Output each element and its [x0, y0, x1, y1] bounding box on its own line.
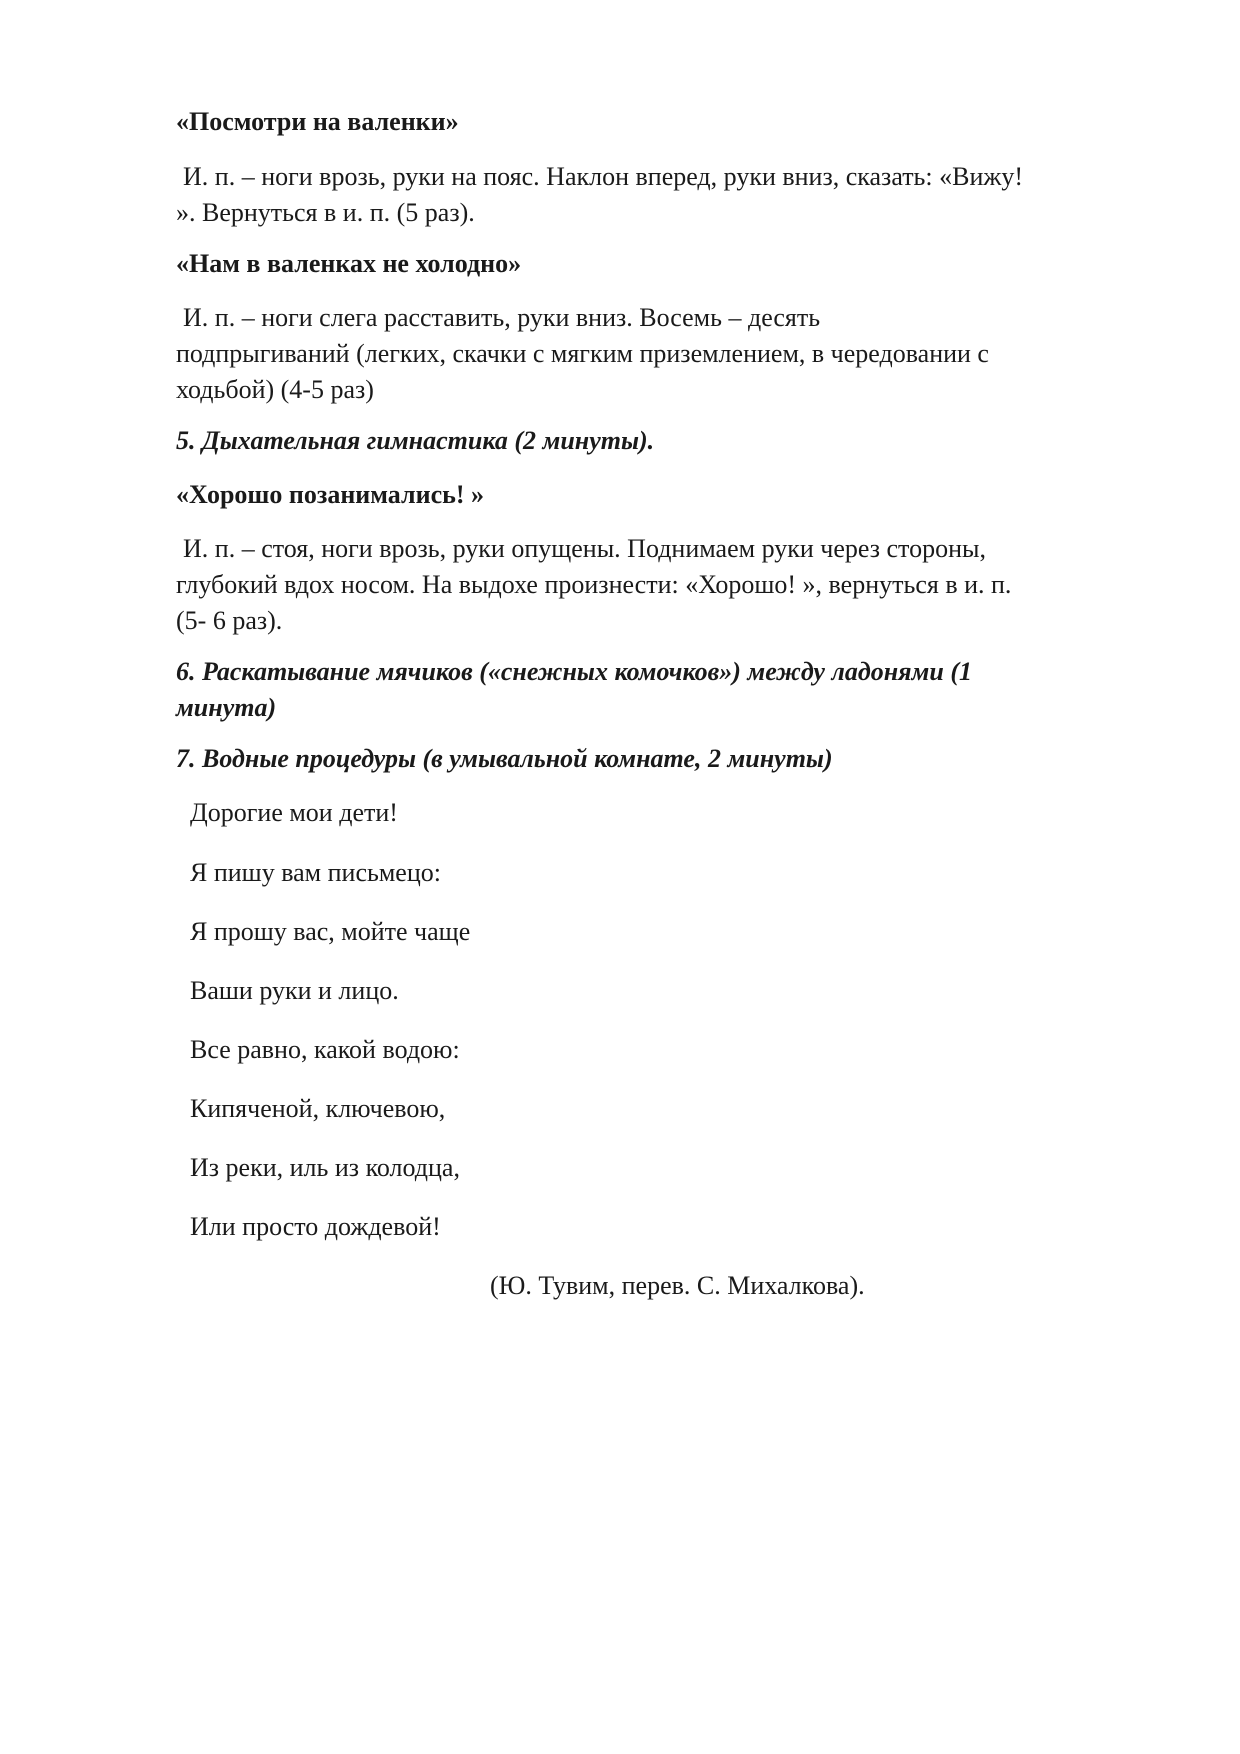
item-7-title: 7. Водные процедуры (в умывальной комнате, 2 минуты) — [176, 744, 833, 773]
poem-line: Я прошу вас, мойте чаще — [190, 917, 471, 946]
item-5-title: 5. Дыхательная гимнастика (2 минуты). — [176, 426, 655, 455]
exercise-heading-valenki: «Посмотри на валенки» — [176, 107, 459, 136]
poem-line: Из реки, иль из колодца, — [190, 1153, 460, 1182]
exercise-text-line: ходьбой) (4-5 раз) — [176, 375, 374, 404]
exercise-heading-ne-holodno: «Нам в валенках не холодно» — [176, 249, 522, 278]
exercise-heading-horosho: «Хорошо позанимались! » — [176, 480, 485, 509]
poem-attribution: (Ю. Тувим, перев. С. Михалкова). — [490, 1271, 865, 1300]
exercise-text-line: глубокий вдох носом. На выдохе произнести: «Хорошо! », вернуться в и. п. — [176, 570, 1012, 599]
exercise-text-line: подпрыгиваний (легких, скачки с мягким приземлением, в чередовании с — [176, 339, 989, 368]
poem-line: Дорогие мои дети! — [190, 798, 398, 827]
item-6-title-cont: минута) — [176, 693, 277, 722]
item-6-title: 6. Раскатывание мячиков («снежных комочков») между ладонями (1 — [176, 657, 972, 686]
poem-line: Или просто дождевой! — [190, 1212, 441, 1241]
exercise-text-line: И. п. – ноги врозь, руки на пояс. Наклон вперед, руки вниз, сказать: «Вижу! — [183, 162, 1024, 191]
poem-line: Все равно, какой водою: — [190, 1035, 460, 1064]
poem-line: Я пишу вам письмецо: — [190, 858, 441, 887]
poem-line: Ваши руки и лицо. — [190, 976, 399, 1005]
exercise-text-line: И. п. – ноги слега расставить, руки вниз. Восемь – десять — [183, 303, 821, 332]
exercise-text-line: И. п. – стоя, ноги врозь, руки опущены. Поднимаем руки через стороны, — [183, 534, 986, 563]
exercise-text-line: ». Вернуться в и. п. (5 раз). — [176, 198, 475, 227]
exercise-text-line: (5- 6 раз). — [176, 606, 283, 635]
poem-line: Кипяченой, ключевою, — [190, 1094, 446, 1123]
